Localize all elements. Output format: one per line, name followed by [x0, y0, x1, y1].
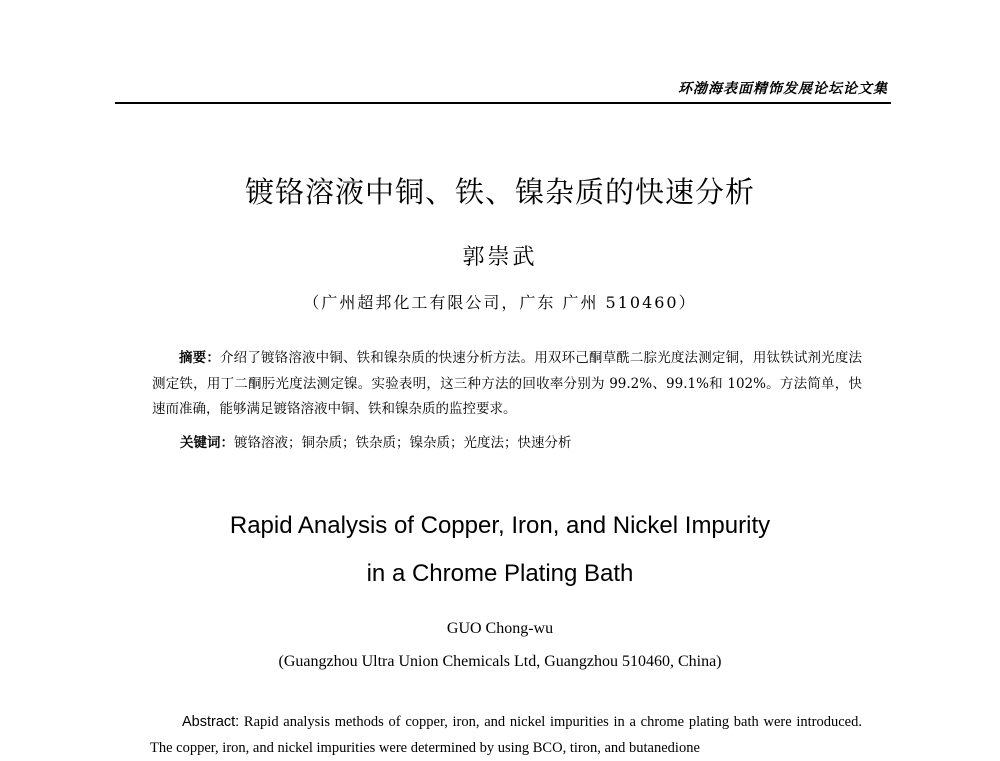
abstract-zh — [152, 346, 862, 423]
author-en: GUO Chong-wu — [446, 620, 554, 637]
keywords-zh — [180, 431, 572, 451]
affiliation-en: (Guangzhou Ultra Union Chemicals Ltd, Guangzhou 510460, China) — [278, 653, 722, 670]
abstract-zh-label: 摘要： — [179, 350, 220, 366]
affiliation-zh: （广州超邦化工有限公司，广东 广州 510460） — [303, 293, 697, 312]
title-en-line1: Rapid Analysis of Copper, Iron, and Nickel Impurity — [229, 512, 771, 539]
abstract-en-text: Rapid analysis methods of copper, iron, and nickel impurities in a chrome plating bath were introduced. The copper, iron, and nickel impurities were determined by using BCO, tiron, and butanedione — [150, 714, 862, 756]
header-rule — [115, 102, 891, 104]
abstract-en — [150, 710, 862, 761]
title-en-line2: in a Chrome Plating Bath — [366, 560, 634, 587]
title-zh: 镀铬溶液中铜、铁、镍杂质的快速分析 — [244, 175, 755, 209]
author-zh: 郭崇武 — [462, 245, 538, 270]
abstract-zh-text: 介绍了镀铬溶液中铜、铁和镍杂质的快速分析方法。用双环己酮草酰二腙光度法测定铜，用钛铁试剂光度法测定铁，用丁二酮肟光度法测定镍。实验表明，这三种方法的回收率分别为 99.2%、99.1%和 102%。方法简单，快速而准确，能够满足镀铬溶液中铜、铁和镍杂质的监控要求。 — [152, 350, 863, 417]
keywords-zh-label: 关键词： — [180, 435, 234, 451]
abstract-en-label: Abstract: — [182, 714, 240, 730]
keywords-zh-text: 镀铬溶液；铜杂质；铁杂质；镍杂质；光度法；快速分析 — [234, 435, 572, 451]
running-header: 环渤海表面精饰发展论坛论文集 — [678, 81, 888, 97]
